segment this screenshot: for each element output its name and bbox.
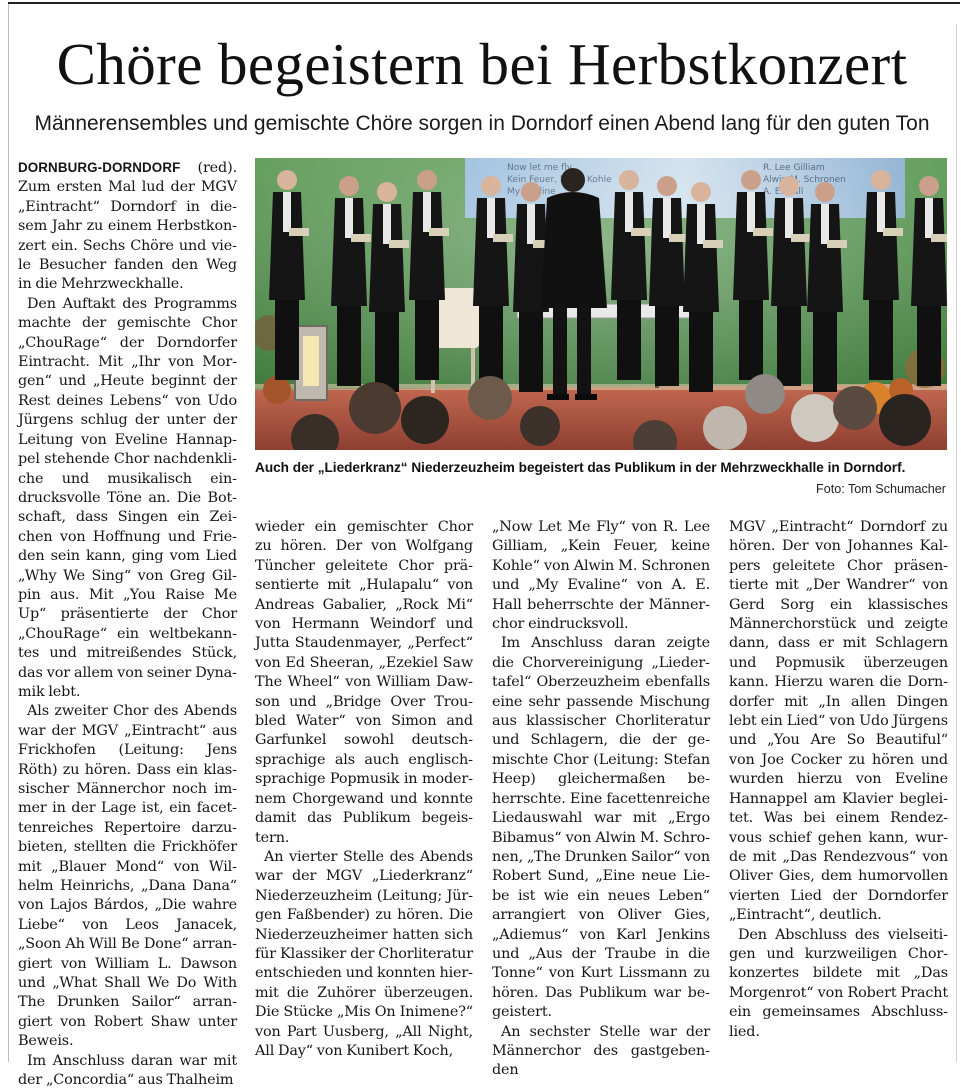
left-column-rule — [8, 4, 9, 1062]
paragraph: Den Abschluss des vielseitigen und kurzweiligen Chorkonzertes bildete mit „Das Morgenrot“ von Robert Pracht ein gemeinsames Abschlusslied. — [729, 926, 948, 1040]
paragraph: An sechster Stelle war der Männerchor des gastgebenden — [492, 1023, 710, 1079]
audience-head — [401, 396, 449, 444]
paragraph: Den Auftakt des Programms machte der gemischte Chor „ChouRage“ der Dorndorfer Eintracht. Mit „Ihr von Morgen“ und „Heute beginnt der Rest deines Lebens“ von Udo Jürgens schlug der unter der Leitung von Eveline Hannappel stehende Chor nachdenkliche und musikalisch eindrucksvolle Töne an. Die Botschaft, dass Singen ein Zeichen von Hoffnung und Frieden sein kann, ging vom Lied „Why We Sing“ von Greg Gilpin aus. Mit „You Raise Me Up“ präsentierte der Chor „ChouRage“ ein weltbekanntes und mitreißendes Stück, das vor allem von seiner Dynamik lebt. — [18, 295, 237, 700]
paragraph: wieder ein gemischter Chor zu hören. Der von Wolfgang Tüncher geleitete Chor präsentierte mit „Hulapalu“ von Andreas Gabalier, „Rock Mi“ von Hermann Weindorf und Jutta Staudenmayer, „Perfect“ von Ed Sheeran, „Ezekiel Saw The Wheel“ von William Dawson und „Bridge Over Troubled Water“ von Simon and Garfunkel sowohl deutschsprachige als auch englischsprachige Popmusik in modernem Chorgewand und konnte damit das Publikum begeistern. — [255, 519, 473, 846]
article-column-1 — [18, 158, 237, 1091]
top-rule — [8, 2, 960, 4]
photo-credit: Foto: Tom Schumacher — [816, 482, 946, 496]
headline: Chöre begeistern bei Herbstkonzert — [56, 31, 908, 97]
paragraph: Als zweiter Chor des Abends war der MGV „Eintracht“ aus Frickhofen (Leitung: Jens Röth) zu hören. Dass ein klassischer Männerchor noch immer in der Lage ist, ein facettenreiches Repertoire darzubieten, stellten die Frickhöfer mit „Blauer Mond“ von Wilhelm Heinrichs, „Dana Dana“ von Lajos Bárdos, „Die wahre Liebe“ von Leos Janacek, „Soon Ah Will Be Done“ arrangiert von William L. Dawson und „What Shall We Do With The Drunken Sailor“ arrangiert von Robert Shaw unter Beweis. — [18, 703, 237, 1050]
paragraph: Im Anschluss daran war mit der „Concordia“ aus Thalheim — [18, 1052, 237, 1089]
audience-head — [349, 382, 401, 434]
audience-head — [791, 394, 839, 442]
subheadline: Männerensembles und gemischte Chöre sorgen in Dorndorf einen Abend lang für den guten Ton — [34, 112, 930, 135]
concert-photo — [255, 158, 947, 450]
paragraph: „Now Let Me Fly“ von R. Lee Gilliam, „Kein Feuer, keine Kohle“ von Alwin M. Schronen und „My Evaline“ von A. E. Hall beherrschte der Männerchor eindrucksvoll. — [492, 519, 710, 633]
article-column-3 — [492, 518, 710, 1081]
paragraph: Im Anschluss daran zeigte die Chorvereinigung „Liedertafel“ Oberzeuzheim ebenfalls eine sehr passende Mischung aus klassischer Chorliteratur und Schlagern, die der gemischte Chor (Leitung: Stefan Heep) gleichermaßen beherrschte. Eine facettenreiche Liedauswahl war mit „Ergo Bibamus“ von Alwin M. Schronen, „The Drunken Sailor“ von Robert Sund, „Eine neue Liebe ist wie ein neues Leben“ arrangiert von Oliver Gies, „Adiemus“ von Karl Jenkins und „Aus der Traube in die Tonne“ von Kurt Lissmann zu hören. Das Publikum war begeistert. — [492, 635, 710, 1021]
audience-head — [745, 374, 785, 414]
paragraph: An vierter Stelle des Abends war der MGV „Liederkranz“ Niederzeuzheim (Leitung; Jürgen Faßbender) zu hören. Die Niederzeuzheimer hatten sich für Klassiker der Chorliteratur entschieden und konnten hiermit die Zuhörer überzeugen. Die Stücke „Mis On Inimene?“ von Part Uusberg, „All Night, All Day“ von Kunibert Koch, — [255, 848, 473, 1059]
paragraph: MGV „Eintracht“ Dorndorf zu hören. Der von Johannes Kalpers geleitete Chor präsentierte mit „Der Wandrer“ von Gerd Sorg ein klassisches Männerchorstück und zeigte dann, dass er mit Schlagern und Popmusik überzeugen kann. Hierzu waren die Dorndorfer mit „In allen Dingen lebt ein Lied“ von Udo Jürgens und „You Are So Beautiful“ von Joe Cocker zu hören und wurden hierzu von Eveline Hannappel am Klavier begleitet. Was bei einem Rendezvous schief gehen kann, wurde mit „Das Rendezvous“ von Oliver Gies, dem humorvollen vierten Lied der Dorndorfer „Eintracht“, deutlich. — [729, 519, 948, 924]
lead-paragraph — [18, 158, 237, 295]
audience-head — [833, 386, 877, 430]
right-column-rule — [956, 24, 957, 1062]
audience-head — [520, 406, 560, 446]
article-column-2 — [255, 518, 473, 1061]
audience-head — [468, 376, 512, 420]
audience-head — [703, 406, 747, 450]
photo-caption: Auch der „Liederkranz“ Niederzeuzheim begeistert das Publikum in der Mehrzweckhalle in Dorndorf. — [255, 460, 906, 475]
dateline: DORNBURG-DORNDORF — [18, 160, 181, 175]
lead-text: (red). Zum ersten Mal lud der MGV „Eintracht“ Dorndorf in diesem Jahr zu einem Herbstkonzert ein. Sechs Chöre und viele Besucher fanden den Weg in die Mehrzweckhalle. — [18, 160, 237, 293]
article-column-4 — [729, 518, 948, 1042]
audience-head — [879, 394, 931, 446]
